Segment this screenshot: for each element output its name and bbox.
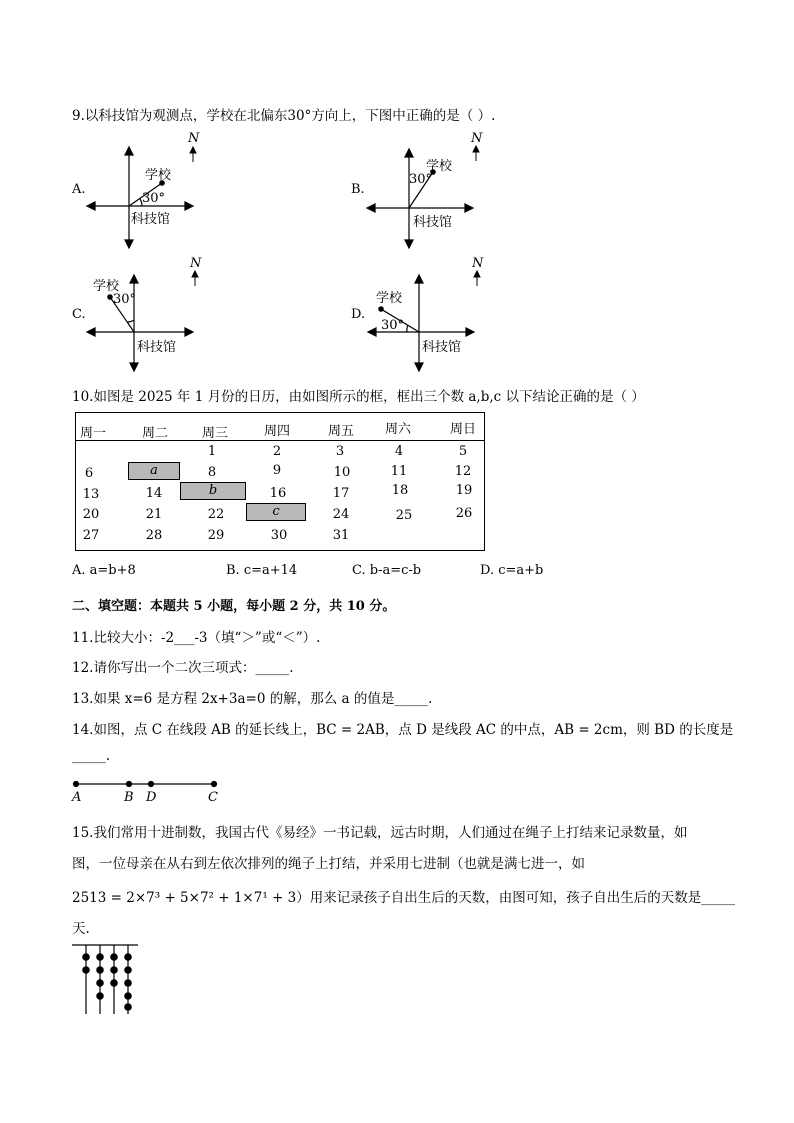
q9-option-d-label: D. [351,307,366,322]
calendar-cell: 12 [454,464,472,479]
calendar-box-a [128,462,180,480]
calendar-cell: 8 [207,465,217,480]
rope-knots [83,954,131,1010]
calendar-cell: 30 [270,528,288,543]
q9-text: 9.以科技馆为观测点，学校在北偏东30°方向上，下图中正确的是（ ）. [72,108,496,124]
point-label-c: C [208,790,218,805]
q10-option-c: C. b-a=c-b [352,563,422,578]
museum-label: 科技馆 [422,340,462,355]
calendar-box-c [246,503,306,521]
calendar-cell: 14 [145,486,163,501]
calendar-cell: 25 [395,508,413,523]
calendar-box-b [180,482,246,500]
weekday-header: 周四 [264,424,291,439]
calendar-cell: 28 [145,528,163,543]
q11-text: 11.比较大小：-2___-3（填“＞”或“＜”）. [72,630,321,646]
north-label: N [471,131,483,146]
museum-label: 科技馆 [131,212,171,227]
q14-text: 14.如图，点 C 在线段 AB 的延长线上，BC = 2AB，点 D 是线段 AC 的中点，AB = 2cm，则 BD 的长度是 [72,722,734,738]
calendar-cell: 2 [272,444,282,459]
q15-line-1: 15.我们常用十进制数，我国古代《易经》一书记载，远古时期，人们通过在绳子上打结来记录数量，如 [72,825,688,841]
angle-label: 30° [113,292,137,307]
q15-line-2: 图，一位母亲在从右到左依次排列的绳子上打结，并采用七进制（也就是满七进一，如 [72,856,585,872]
calendar-cell: 27 [82,528,100,543]
calendar-cell: 5 [458,444,468,459]
q15-line-3: 2513 = 2×7³ + 5×7² + 1×7¹ + 3）用来记录孩子自出生后的天数，由图可知，孩子自出生后的天数是_____ [72,890,735,906]
calendar-cell: 9 [272,463,282,478]
q10-option-b: B. c=a+14 [226,563,298,578]
q12-text: 12.请你写出一个二次三项式：_____. [72,660,294,676]
q15-line-4: 天. [72,921,90,937]
point-label-d: D [146,790,157,805]
school-label: 学校 [376,291,403,306]
calendar-cell-b: b [208,483,218,498]
point-label-a: A [72,790,82,805]
weekday-header: 周日 [450,422,477,437]
calendar-cell: 4 [394,444,404,459]
q10-option-d: D. c=a+b [480,563,544,578]
angle-label: 30° [409,172,433,187]
calendar-cell: 11 [390,464,408,479]
q13-text: 13.如果 x=6 是方程 2x+3a=0 的解，那么 a 的值是_____. [72,691,433,707]
museum-label: 科技馆 [413,215,453,230]
calendar-cell: 31 [332,528,350,543]
north-arrow-icon [190,147,196,162]
calendar-header-divider [76,440,484,441]
q9-option-b-label: B. [351,182,365,197]
weekday-header: 周六 [385,422,412,437]
calendar-cell: 24 [332,507,350,522]
north-arrow-icon [474,271,480,286]
knot-rope-figure [0,0,1,1]
q9-option-c-label: C. [72,307,86,322]
angle-label: 30° [381,318,405,333]
q9-option-a-label: A. [72,182,86,197]
compass-axes [87,147,193,248]
calendar-cell: 29 [207,528,225,543]
calendar-cell: 22 [207,507,225,522]
calendar-cell: 6 [84,466,94,481]
north-label: N [472,256,484,271]
school-label: 学校 [145,168,172,183]
calendar-cell-a: a [150,463,158,478]
angle-label: 30° [142,191,166,206]
calendar-cell: 17 [332,486,350,501]
point-label-b: B [124,790,134,805]
calendar-cell: 10 [333,465,351,480]
q10-option-a: A. a=b+8 [72,563,136,578]
calendar-cell-c: c [272,504,280,519]
school-label: 学校 [426,159,453,174]
calendar-cell: 1 [207,444,217,459]
calendar-cell: 26 [455,506,473,521]
museum-label: 科技馆 [137,340,177,355]
weekday-header: 周三 [202,426,229,441]
north-label: N [190,256,202,271]
q10-text: 10.如图是 2025 年 1 月份的日历，由如图所示的框，框出三个数 a,b,c 以下结论正确的是（ ） [72,389,645,405]
calendar-cell: 21 [145,507,163,522]
calendar-cell: 19 [455,483,473,498]
calendar-cell: 20 [82,507,100,522]
weekday-header: 周二 [142,426,169,441]
calendar-cell: 3 [335,444,345,459]
calendar-cell: 13 [82,487,100,502]
q14-answer-blank: _____. [72,748,111,764]
weekday-header: 周一 [80,426,107,441]
weekday-header: 周五 [328,424,355,439]
north-arrow-icon [192,271,198,286]
north-label: N [188,131,200,146]
school-label: 学校 [93,279,120,294]
north-arrow-icon [473,146,479,161]
calendar-cell: 18 [391,483,409,498]
section-heading: 二、填空题：本题共 5 小题，每小题 2 分，共 10 分。 [72,599,396,614]
calendar-cell: 16 [269,486,287,501]
